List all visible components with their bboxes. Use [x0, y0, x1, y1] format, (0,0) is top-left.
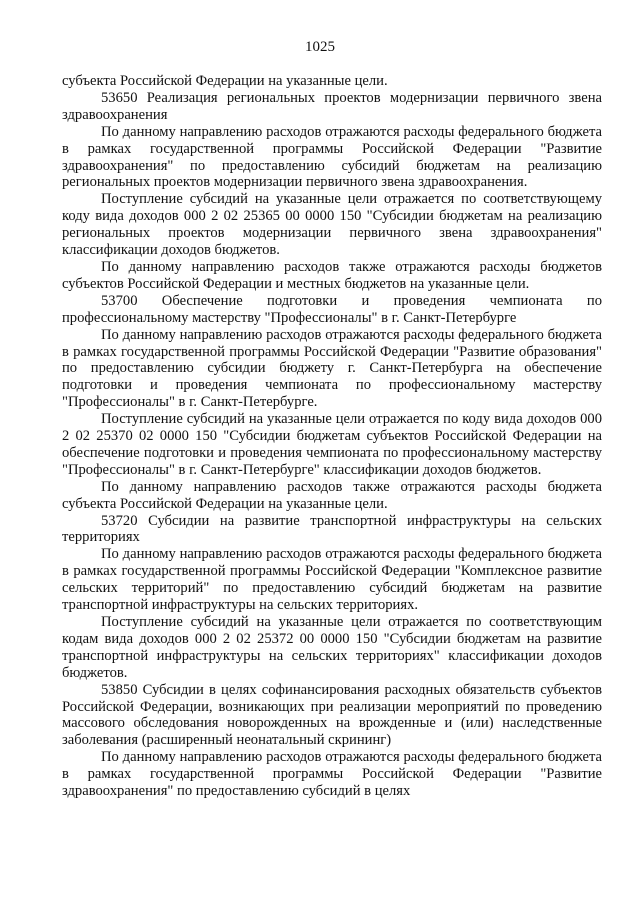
paragraph: Поступление субсидий на указанные цели отражается по соответствующим кодам вида доходов 000 2 02 25372 00 0000 150 "Субсидии бюджетам на развитие транспортной инфраструктуры на сельских территориях" классификации доходов бюджетов.	[62, 614, 602, 681]
paragraph: Поступление субсидий на указанные цели отражается по коду вида доходов 000 2 02 25370 02 0000 150 "Субсидии бюджетам субъектов Российской Федерации на обеспечение подготовки и проведения чемпионата по профессиональному мастерству "Профессионалы" в г. Санкт-Петербурге" классификации доходов бюджетов.	[62, 411, 602, 478]
paragraph: По данному направлению расходов отражаются расходы федерального бюджета в рамках государственной программы Российской Федерации "Развитие здравоохранения" по предоставлению субсидий в целях	[62, 749, 602, 800]
page-number: 1025	[305, 39, 335, 55]
paragraph: 53850 Субсидии в целях софинансирования расходных обязательств субъектов Российской Федерации, возникающих при реализации мероприятий по проведению массового обследования новорожденных на врожденные и (или) наследственные заболевания (расширенный неонатальный скрининг)	[62, 681, 602, 749]
paragraph: По данному направлению расходов также отражаются расходы бюджетов субъектов Российской Федерации и местных бюджетов на указанные цели.	[62, 258, 602, 292]
document-body	[62, 73, 602, 800]
paragraph: 53720 Субсидии на развитие транспортной инфраструктуры на сельских территориях	[62, 512, 602, 546]
paragraph: По данному направлению расходов отражаются расходы федерального бюджета в рамках государственной программы Российской Федерации "Комплексное развитие сельских территорий" по предоставлению субсидий бюджетам на развитие транспортной инфраструктуры на сельских территориях.	[62, 546, 602, 614]
paragraph: По данному направлению расходов также отражаются расходы бюджета субъекта Российской Федерации на указанные цели.	[62, 478, 602, 512]
paragraph: 53700 Обеспечение подготовки и проведения чемпионата по профессиональному мастерству "Профессионалы" в г. Санкт-Петербурге	[62, 292, 602, 326]
paragraph: По данному направлению расходов отражаются расходы федерального бюджета в рамках государственной программы Российской Федерации "Развитие здравоохранения" по предоставлению субсидий бюджетам на реализацию региональных проектов модернизации первичного звена здравоохранения.	[62, 123, 602, 191]
paragraph: субъекта Российской Федерации на указанные цели.	[62, 73, 388, 89]
paragraph: 53650 Реализация региональных проектов модернизации первичного звена здравоохранения	[62, 89, 602, 123]
paragraph: Поступление субсидий на указанные цели отражается по соответствующему коду вида доходов 000 2 02 25365 00 0000 150 "Субсидии бюджетам на реализацию региональных проектов модернизации первичного звена здравоохранения" классификации доходов бюджетов.	[62, 191, 602, 259]
paragraph: По данному направлению расходов отражаются расходы федерального бюджета в рамках государственной программы Российской Федерации "Развитие образования" по предоставлению субсидии бюджету г. Санкт-Петербурга на обеспечение подготовки и проведения чемпионата по профессиональному мастерству "Профессионалы" в г. Санкт-Петербурге.	[62, 326, 602, 411]
